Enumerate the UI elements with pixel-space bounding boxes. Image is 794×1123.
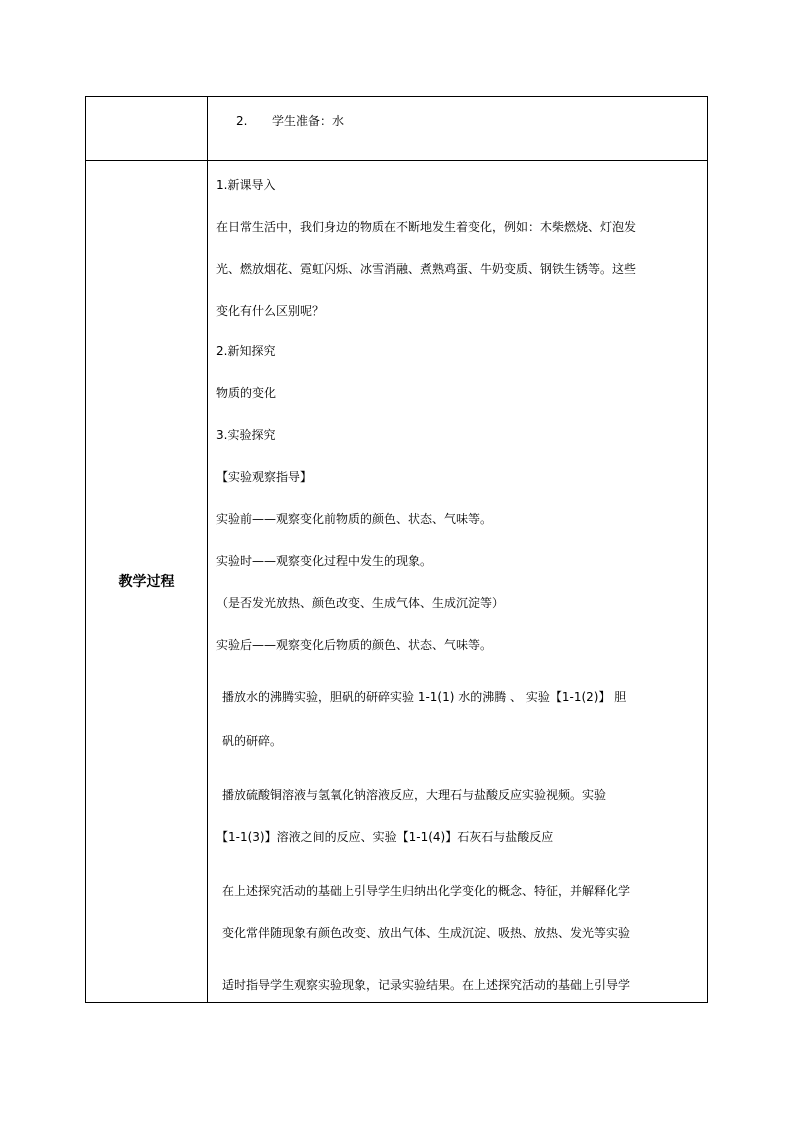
column-divider — [207, 97, 208, 1002]
content-line: 播放水的沸腾实验，胆矾的研碎实验 1-1(1) 水的沸腾 、 实验【1-1(2)】 胆 — [222, 690, 627, 704]
content-line: 【实验观察指导】 — [216, 470, 313, 484]
content-line: 播放硫酸铜溶液与氢氧化钠溶液反应，大理石与盐酸反应实验视频。实验 — [222, 788, 607, 802]
content-line: 2.新知探究 — [216, 344, 276, 358]
content-line: 变化常伴随现象有颜色改变、放出气体、生成沉淀、吸热、放热、发光等实验 — [222, 926, 631, 940]
content-line: 【1-1(3)】溶液之间的反应、实验【1-1(4)】石灰石与盐酸反应 — [216, 830, 554, 844]
content-line: 3.实验探究 — [216, 428, 276, 442]
content-line: 在日常生活中，我们身边的物质在不断地发生着变化，例如：木柴燃烧、灯泡发 — [216, 220, 637, 234]
content-line: 适时指导学生观察实验现象，记录实验结果。在上述探究活动的基础上引导学 — [222, 978, 631, 992]
content-line: 1.新课导入 — [216, 178, 276, 192]
row-divider — [86, 160, 707, 161]
content-line: 变化有什么区别呢？ — [216, 304, 325, 318]
content-line: 实验前——观察变化前物质的颜色、状态、气味等。 — [216, 512, 493, 526]
content-line: 实验后——观察变化后物质的颜色、状态、气味等。 — [216, 638, 493, 652]
section-label-teaching-process: 教学过程 — [118, 574, 175, 590]
content-line: 物质的变化 — [216, 386, 277, 400]
content-line: 矾的研碎。 — [222, 734, 283, 748]
prep-item-number: 2. — [236, 114, 248, 128]
content-line: （是否发光放热、颜色改变、生成气体、生成沉淀等） — [216, 596, 505, 610]
lesson-plan-table — [85, 96, 708, 1003]
prep-item-text: 学生准备：水 — [272, 114, 345, 128]
content-line: 实验时——观察变化过程中发生的现象。 — [216, 554, 433, 568]
content-line: 在上述探究活动的基础上引导学生归纳出化学变化的概念、特征，并解释化学 — [222, 884, 631, 898]
content-line: 光、燃放烟花、霓虹闪烁、冰雪消融、煮熟鸡蛋、牛奶变质、钢铁生锈等。这些 — [216, 262, 637, 276]
